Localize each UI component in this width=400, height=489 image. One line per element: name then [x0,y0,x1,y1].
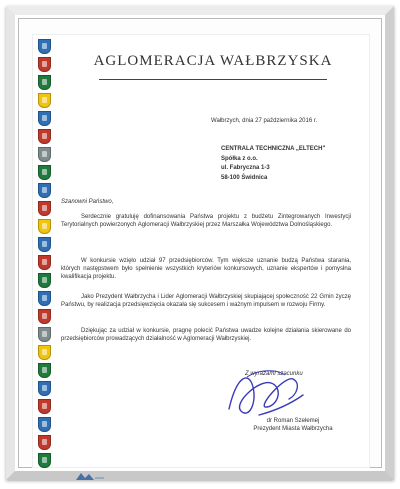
municipal-crest-icon [38,57,51,72]
municipal-crest-icon [38,93,51,108]
recipient-line: CENTRALA TECHNICZNA „ELTECH" [221,146,326,152]
municipal-crest-icon [38,345,51,360]
recipient-line: ul. Fabryczna 1-3 [221,165,270,172]
signatory-title: Prezydent Miasta Wałbrzycha [253,426,333,433]
municipal-crest-icon [38,75,51,90]
municipal-crest-icon [38,147,51,162]
municipal-crest-icon [38,399,51,414]
body-paragraph: W konkursie wzięło udział 97 przedsiębiorców. Tym większe uznanie budzą Państwa starania, których następstwem było spełnienie wszystkich kryteriów konkursowych, uznanie ekspertów i pomysłna kwalifikacja projektu. [61,258,351,281]
frame-mat [18,18,382,468]
letterhead-rule [99,79,327,80]
body-paragraph: Jako Prezydent Wałbrzycha i Lider Aglomeracji Wałbrzyskiej skupiającej społeczność 22 Gmin życzę Państwu, by realizacja przedsięwzięcia okazała się sukcesem i ważnym impulsem w rozwoju Firmy. [61,294,351,309]
recipient-line: 58-100 Świdnica [221,174,268,181]
closing-line: Z wyrazami szacunku [245,371,303,377]
signature-block [243,417,343,433]
municipal-crest-icon [38,381,51,396]
municipal-crest-icon [38,291,51,306]
body-paragraph: Serdecznie gratuluję dofinansowania Państwa projektu z budżetu Zintegrowanych Inwestycji Terytorialnych powierzonych Aglomeracji Wałbrzyskiej przez Marszałka Województwa Dolnośląskiego. [61,214,351,229]
picture-frame [6,6,394,480]
municipal-crests-column [37,39,53,471]
signatory-name: dr Roman Szełemej [266,418,320,424]
municipal-crest-icon [38,327,51,342]
municipal-crest-icon [38,435,51,450]
municipal-crest-icon [38,111,51,126]
municipal-crest-icon [38,273,51,288]
handwritten-signature [219,365,309,425]
municipal-crest-icon [38,237,51,252]
body-paragraph: Dziękując za udział w konkursie, pragnę polecić Państwa uwadze kolejne działania skierowane do przedsiębiorców prowadzących działalność w Aglomeracji Wałbrzyskiej. [61,328,351,343]
date-line: Wałbrzych, dnia 27 października 2016 r. [211,118,318,124]
municipal-crest-icon [38,417,51,432]
municipal-crest-icon [38,39,51,54]
footer-logo-icon [75,471,105,481]
municipal-crest-icon [38,165,51,180]
municipal-crest-icon [38,453,51,468]
recipient-line: Spółka z o.o. [221,155,258,162]
salutation: Szanowni Państwo, [61,199,114,205]
municipal-crest-icon [38,363,51,378]
municipal-crest-icon [38,219,51,234]
municipal-crest-icon [38,183,51,198]
municipal-crest-icon [38,129,51,144]
municipal-crest-icon [38,201,51,216]
letterhead-title: AGLOMERACJA WAŁBRZYSKA [93,53,333,69]
municipal-crest-icon [38,255,51,270]
municipal-crest-icon [38,309,51,324]
recipient-address [221,145,325,183]
letter-paper [33,35,369,467]
